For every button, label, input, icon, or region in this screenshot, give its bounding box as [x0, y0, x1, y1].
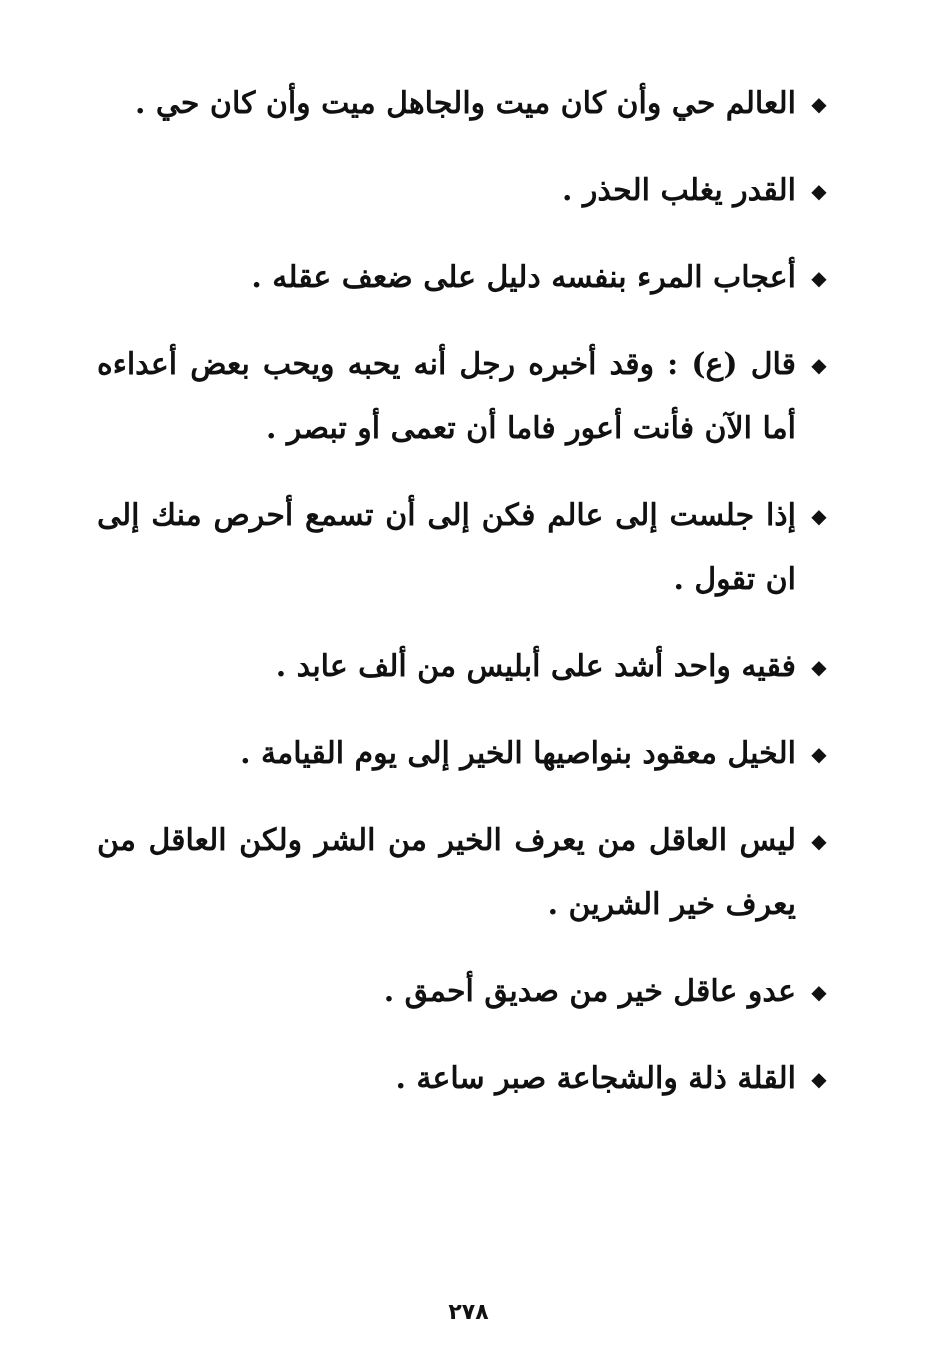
diamond-bullet-icon: ◆	[811, 179, 827, 203]
saying-item	[97, 635, 832, 699]
diamond-bullet-icon: ◆	[811, 504, 827, 528]
diamond-bullet-icon: ◆	[811, 980, 827, 1004]
diamond-bullet-icon: ◆	[811, 742, 827, 766]
saying-item	[97, 159, 832, 223]
saying-text: فقيه واحد أشد على أبليس من ألف عابد .	[275, 649, 796, 684]
saying-item	[97, 1047, 832, 1111]
diamond-bullet-icon: ◆	[811, 92, 827, 116]
saying-item	[97, 72, 832, 136]
saying-text: قال (ع) : وقد أخبره رجل أنه يحبه ويحب بعض أعداءه أما الآن فأنت أعور فاما أن تعمى أو تبصر .	[97, 347, 796, 446]
saying-item	[97, 809, 832, 937]
diamond-bullet-icon: ◆	[811, 1067, 827, 1091]
saying-item	[97, 484, 832, 612]
saying-text: أعجاب المرء بنفسه دليل على ضعف عقله .	[251, 260, 796, 295]
saying-text: ليس العاقل من يعرف الخير من الشر ولكن العاقل من يعرف خير الشرين .	[97, 823, 796, 922]
diamond-bullet-icon: ◆	[811, 266, 827, 290]
saying-text: العالم حي وأن كان ميت والجاهل ميت وأن كان حي .	[135, 86, 796, 121]
sayings-list	[97, 72, 832, 1134]
saying-item	[97, 960, 832, 1024]
diamond-bullet-icon: ◆	[811, 353, 827, 377]
saying-item	[97, 722, 832, 786]
saying-item	[97, 333, 832, 461]
diamond-bullet-icon: ◆	[811, 655, 827, 679]
saying-text: إذا جلست إلى عالم فكن إلى أن تسمع أحرص منك إلى ان تقول .	[97, 498, 796, 597]
saying-text: عدو عاقل خير من صديق أحمق .	[383, 974, 796, 1009]
page-number: ٢٧٨	[448, 1300, 489, 1325]
saying-text: القدر يغلب الحذر .	[562, 173, 796, 208]
diamond-bullet-icon: ◆	[811, 829, 827, 853]
saying-text: القلة ذلة والشجاعة صبر ساعة .	[395, 1061, 796, 1096]
saying-text: الخيل معقود بنواصيها الخير إلى يوم القيامة .	[240, 736, 796, 771]
saying-item	[97, 246, 832, 310]
